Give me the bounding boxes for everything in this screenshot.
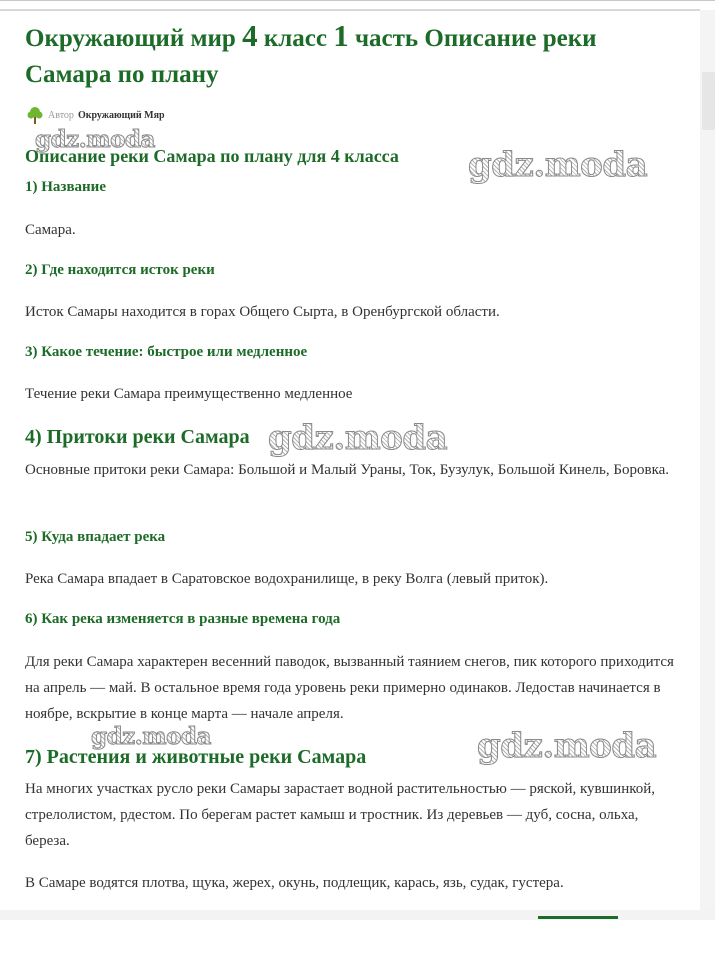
section-heading: 5) Куда впадает река bbox=[25, 529, 166, 545]
author-name[interactable]: Окружающий Мяр bbox=[77, 109, 165, 121]
section-text: Основные притоки реки Самара: Большой и Малый Ураны, Ток, Бузулук, Большой Кинель, Боровка. bbox=[25, 462, 670, 478]
article bbox=[25, 18, 685, 891]
top-border bbox=[0, 0, 715, 1]
section-text: Исток Самары находится в горах Общего Сырта, в Оренбургской области. bbox=[25, 304, 500, 320]
side-panel bbox=[700, 10, 715, 915]
section-heading: 4) Притоки реки Самара bbox=[25, 426, 250, 448]
header-divider bbox=[0, 9, 700, 11]
watermark: gdz.moda bbox=[468, 145, 648, 185]
watermark: gdz.moda bbox=[35, 126, 155, 153]
author-line bbox=[25, 104, 165, 126]
watermark: gdz.moda bbox=[268, 418, 448, 458]
section-heading: 1) Название bbox=[25, 179, 106, 195]
section-heading: 7) Растения и животные реки Самара bbox=[25, 746, 367, 768]
section-text: В Самаре водятся плотва, щука, жерех, окунь, подлещик, карась, язь, судак, густера. bbox=[25, 875, 564, 891]
article-heading: Описание реки Самара по плану для 4 класса bbox=[25, 146, 399, 166]
side-panel-handle[interactable] bbox=[702, 72, 715, 130]
tree-icon bbox=[25, 105, 45, 125]
footer-accent bbox=[538, 916, 618, 919]
section-text: На многих участках русло реки Самары зарастает водной растительностью — ряской, кувшинкой, стрелолистом, рдестом. По берегам растет камыш и тростник. Из деревьев — дуб, сосна, ольха, береза. bbox=[25, 781, 656, 849]
section-text: Течение реки Самара преимущественно медленное bbox=[25, 386, 353, 402]
watermark: gdz.moda bbox=[477, 726, 657, 766]
page-title: Окружающий мир 4 класс 1 часть Описание реки Самара по плану bbox=[25, 18, 597, 88]
section-heading: 3) Какое течение: быстрое или медленное bbox=[25, 344, 308, 360]
watermark: gdz.moda bbox=[91, 723, 211, 750]
section-heading: 2) Где находится исток реки bbox=[25, 262, 215, 278]
author-label: Автор bbox=[48, 109, 74, 121]
section-text: Река Самара впадает в Саратовское водохранилище, в реку Волга (левый приток). bbox=[25, 571, 549, 587]
section-text: Для реки Самара характерен весенний паводок, вызванный таянием снегов, пик которого приходится на апрель — май. В остальное время года уровень реки примерно одинаков. Ледостав начинается в ноябре, вскрытие в конце марта — начале апреля. bbox=[25, 654, 674, 722]
section-heading: 6) Как река изменяется в разные времена года bbox=[25, 611, 341, 627]
section-text: Самара. bbox=[25, 222, 76, 238]
